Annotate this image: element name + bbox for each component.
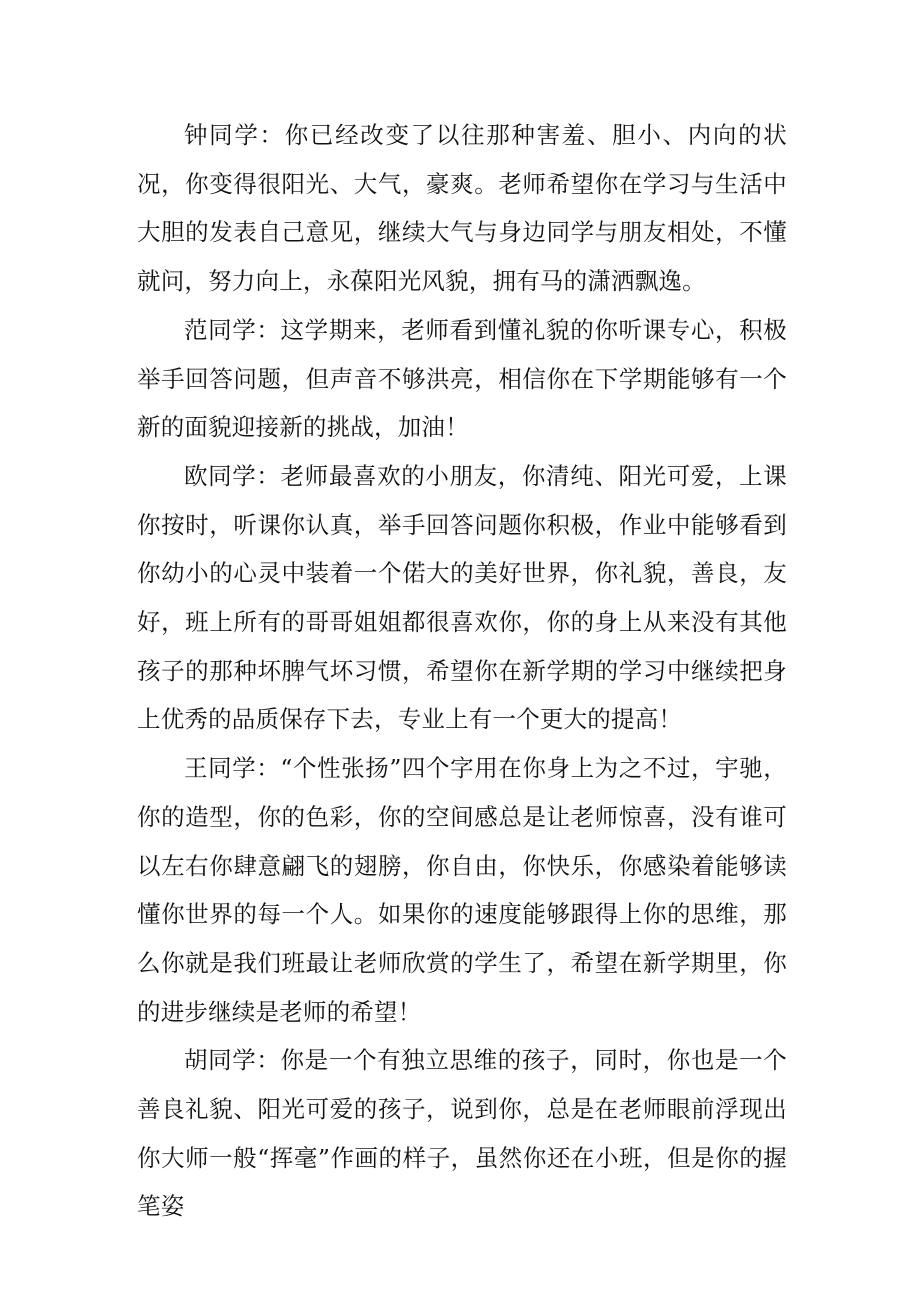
comment-paragraph-fan: 范同学：这学期来，老师看到懂礼貌的你听课专心，积极举手回答问题，但声音不够洪亮，相信你在下学期能够有一个新的面貌迎接新的挑战，加油！ xyxy=(137,315,787,442)
comment-paragraph-hu: 胡同学：你是一个有独立思维的孩子，同时，你也是一个善良礼貌、阳光可爱的孩子，说到你，总是在老师眼前浮现出你大师一般“挥毫”作画的样子，虽然你还在小班，但是你的握笔姿 xyxy=(137,1046,787,1221)
comment-paragraph-zhong: 钟同学：你已经改变了以往那种害羞、胆小、内向的状况，你变得很阳光、大气，豪爽。老师希望你在学习与生活中大胆的发表自己意见，继续大气与身边同学与朋友相处，不懂就问，努力向上，永葆阳光风貌，拥有马的潇洒飘逸。 xyxy=(137,121,787,296)
document-page xyxy=(137,111,787,1291)
comment-paragraph-ou: 欧同学：老师最喜欢的小朋友，你清纯、阳光可爱，上课你按时，听课你认真，举手回答问题你积极，作业中能够看到你幼小的心灵中装着一个偌大的美好世界，你礼貌，善良，友好，班上所有的哥哥姐姐都很喜欢你，你的身上从来没有其他孩子的那种坏脾气坏习惯，希望你在新学期的学习中继续把身上优秀的品质保存下去，专业上有一个更大的提高！ xyxy=(137,461,787,734)
comment-paragraph-wang: 王同学：“个性张扬”四个字用在你身上为之不过，宇驰，你的造型，你的色彩，你的空间感总是让老师惊喜，没有谁可以左右你肆意翩飞的翅膀，你自由，你快乐，你感染着能够读懂你世界的每一个人。如果你的速度能够跟得上你的思维，那么你就是我们班最让老师欣赏的学生了，希望在新学期里，你的进步继续是老师的希望！ xyxy=(137,754,787,1026)
